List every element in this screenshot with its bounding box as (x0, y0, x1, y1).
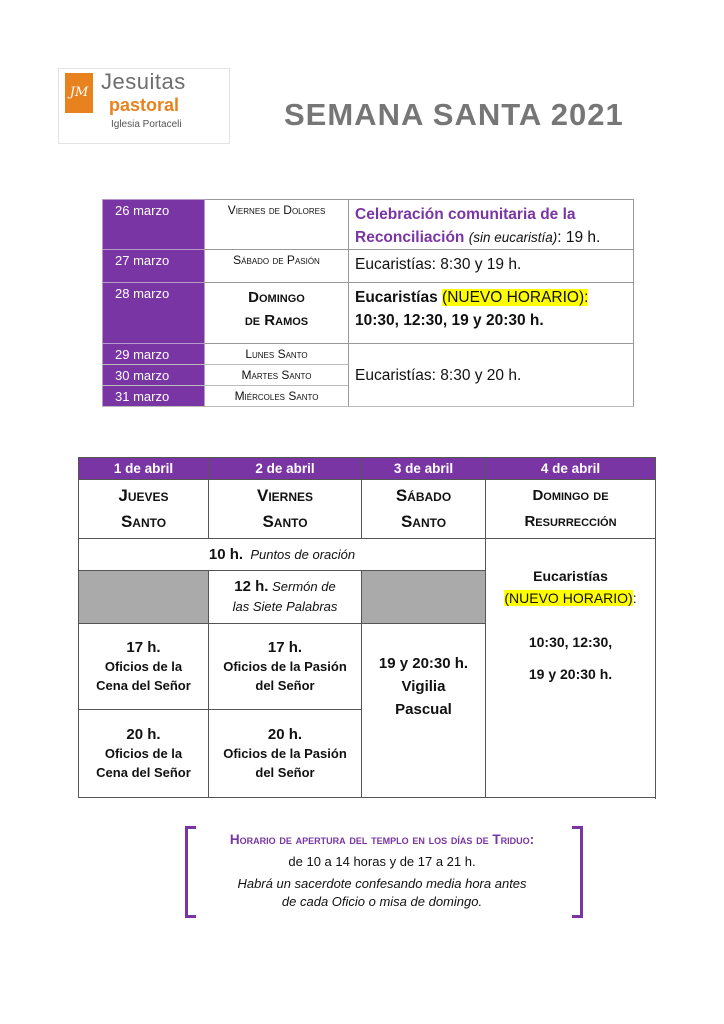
time: 17 h. (126, 639, 161, 656)
day-line: de Ramos (244, 312, 309, 329)
sunday-times: 10:30, 12:30, (528, 634, 613, 650)
triduum-table (78, 457, 656, 798)
date-cell: 30 marzo (103, 365, 205, 386)
service-text: Oficios de la (104, 746, 183, 761)
header-cell: 4 de abril (486, 458, 656, 480)
friday-17-cell (209, 624, 362, 710)
logo-line1: Jesuitas (101, 69, 186, 94)
header-cell: 1 de abril (79, 458, 209, 480)
date-cell: 31 marzo (103, 386, 205, 407)
day-cell: Miércoles Santo (205, 386, 349, 407)
sunday-cell (486, 539, 656, 798)
day-cell (205, 283, 349, 344)
day-line: Santo (120, 512, 167, 531)
desc-time: : 19 h. (557, 229, 601, 246)
colon: : (632, 590, 637, 606)
thursday-17-cell (79, 624, 209, 710)
desc-cell (349, 200, 634, 250)
logo-line2: pastoral (109, 95, 180, 115)
service-text: Vigilia (401, 678, 446, 695)
prayer-text: Puntos de oración (250, 547, 356, 562)
service-text: Cena del Señor (96, 678, 191, 693)
desc-cell: Eucaristías: 8:30 y 19 h. (349, 250, 634, 283)
day-cell: Martes Santo (205, 365, 349, 386)
service-text: Pascual (395, 701, 452, 718)
note-title: Horario de apertura del templo en los días de Triduo: (229, 832, 535, 847)
service-text: del Señor (255, 678, 315, 693)
desc-title: Celebración comunitaria de la Reconciliación (355, 206, 576, 246)
empty-cell (79, 571, 209, 624)
time: 19 y 20:30 h. (378, 655, 469, 672)
day-line: Santo (262, 512, 308, 531)
saturday-cell (362, 624, 486, 798)
friday-20-cell (209, 710, 362, 798)
note-line: de 10 a 14 horas y de 17 a 21 h. (288, 854, 476, 869)
table-row (103, 283, 634, 344)
logo-line3: Iglesia Portaceli (111, 119, 182, 130)
table-row (103, 250, 634, 283)
note-line: Habrá un sacerdote confesando media hora antes (237, 876, 527, 891)
service-text: Oficios de la Pasión (223, 659, 347, 674)
time: 20 h. (267, 726, 303, 743)
service-text: del Señor (255, 765, 315, 780)
sermon-text: Sermón de (272, 579, 336, 594)
day-line: Resurrección (524, 513, 617, 530)
desc-title: Eucaristías (355, 289, 438, 306)
new-schedule-badge: (NUEVO HORARIO): (442, 289, 589, 306)
table-row (79, 480, 656, 539)
date-cell: 29 marzo (103, 344, 205, 365)
date-cell: 26 marzo (103, 200, 205, 250)
day-cell (79, 480, 209, 539)
desc-times: 10:30, 12:30, 19 y 20:30 h. (355, 312, 544, 329)
header-cell: 3 de abril (362, 458, 486, 480)
week-schedule-table (102, 199, 634, 407)
sunday-times: 19 y 20:30 h. (528, 666, 613, 682)
day-cell: Lunes Santo (205, 344, 349, 365)
day-line: Sábado (395, 486, 452, 505)
sermon-cell (209, 571, 362, 624)
service-text: Cena del Señor (96, 765, 191, 780)
table-row (79, 539, 656, 571)
day-line: Santo (400, 512, 447, 531)
service-text: Oficios de la Pasión (223, 746, 347, 761)
service-text: Oficios de la (104, 659, 183, 674)
day-cell (486, 480, 656, 539)
time: 20 h. (126, 726, 161, 743)
sunday-title: Eucaristías (533, 568, 608, 584)
desc-cell (349, 283, 634, 344)
day-line: Domingo (248, 289, 305, 306)
table-row (103, 344, 634, 365)
logo-mark-icon: JM (65, 73, 93, 113)
day-cell (362, 480, 486, 539)
prayer-cell (79, 539, 486, 571)
sermon-text: las Siete Palabras (232, 599, 338, 614)
prayer-time: 10 h. (208, 546, 244, 563)
time: 17 h. (267, 639, 303, 656)
new-schedule-badge: (NUEVO HORARIO) (504, 590, 633, 606)
day-cell: Sábado de Pasión (205, 250, 349, 283)
desc-cell: Eucaristías: 8:30 y 20 h. (349, 344, 634, 407)
date-cell: 28 marzo (103, 283, 205, 344)
sermon-time: 12 h. (234, 578, 269, 595)
opening-hours-note (190, 831, 574, 911)
logo (58, 68, 230, 144)
desc-note: (sin eucaristía) (468, 230, 558, 245)
thursday-20-cell (79, 710, 209, 798)
day-cell: Viernes de Dolores (205, 200, 349, 250)
table-row (103, 200, 634, 250)
day-line: Viernes (256, 486, 314, 505)
note-line: de cada Oficio o misa de domingo. (281, 894, 483, 909)
header-cell: 2 de abril (209, 458, 362, 480)
day-cell (209, 480, 362, 539)
page-title: SEMANA SANTA 2021 (284, 97, 624, 132)
empty-cell (362, 571, 486, 624)
table-header-row (79, 458, 656, 480)
day-line: Jueves (118, 486, 169, 505)
date-cell: 27 marzo (103, 250, 205, 283)
day-line: Domingo de (532, 487, 609, 504)
